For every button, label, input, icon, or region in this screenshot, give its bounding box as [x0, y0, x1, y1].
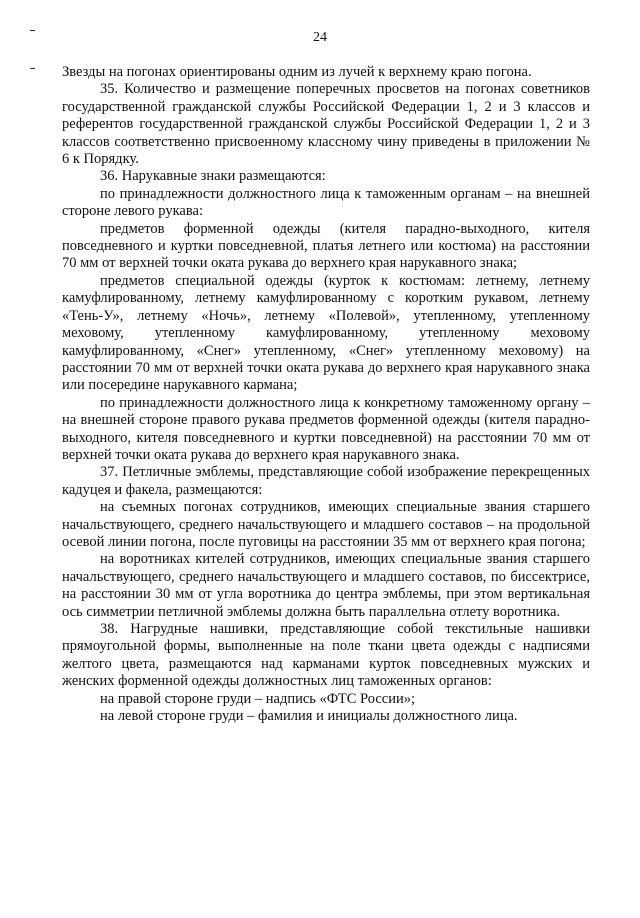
paragraph: на правой стороне груди – надпись «ФТС России»; — [100, 690, 416, 707]
scan-mark-middle — [30, 68, 35, 69]
paragraph: на левой стороне груди – фамилия и инициалы должностного лица. — [100, 708, 518, 725]
paragraph: предметов специальной одежды (курток к костюмам: летнему, летнему камуфлированному, летнему камуфлированному с коротким рукавом, летнему «Тень-У», летнему «Ночь», летнему «Полевой», утепленному, утепленному меховому, утепленному камуфлированному, утепленному меховому камуфлированному, «Снег» утепленному, «Снег» утепленному меховому) на расстоянии 70 мм от верхней точки оката рукава до верхнего края нарукавного знака или посередине нарукавного кармана; — [62, 272, 590, 394]
paragraph: на съемных погонах сотрудников, имеющих специальные звания старшего начальствующего, среднего начальствующего и младшего составов – на продольной осевой линии погона, после пуговицы на расстоянии 35 мм от верхнего края погона; — [62, 499, 590, 550]
paragraph: по принадлежности должностного лица к конкретному таможенному органу – на внешней стороне правого рукава предметов форменной одежды (кителя парадно-выходного, кителя повседневного и куртки повседневной) на расстоянии 70 мм от верхней точки оката рукава до верхнего края нарукавного знака. — [62, 394, 590, 463]
paragraph: 35. Количество и размещение поперечных просветов на погонах советников государственной гражданской службы Российской Федерации 1, 2 и 3 классов и референтов государственной гражданской службы Российской Федерации 1, 2 и 3 классов соответственно присвоенному классному чину приведены в приложении № 6 к Порядку. — [62, 81, 590, 168]
paragraph: предметов форменной одежды (кителя парадно-выходного, кителя повседневного и куртки повседневной, платья летнего или костюма) на расстоянии 70 мм от верхней точки оката рукава до верхнего края нарукавного знака; — [62, 220, 590, 272]
paragraph: по принадлежности должностного лица к таможенным органам – на внешней стороне левого рукава: — [62, 185, 590, 220]
document-body — [62, 64, 590, 725]
paragraph: на воротниках кителей сотрудников, имеющих специальные звания старшего начальствующего, среднего начальствующего и младшего составов, по биссектрисе, на расстоянии 30 мм от угла воротника до центра эмблемы, при этом вертикальная ось симметрии петличной эмблемы должна быть параллельна отлету воротника. — [62, 551, 590, 620]
paragraph: 38. Нагрудные нашивки, представляющие собой текстильные нашивки прямоугольной формы, выполненные на поле ткани цвета одежды с надписями желтого цвета, размещаются над карманами курток повседневных мужских и женских форменной одежды должностных лиц таможенных органов: — [62, 621, 590, 690]
paragraph: 36. Нарукавные знаки размещаются: — [100, 168, 326, 185]
page-number: 24 — [313, 30, 327, 45]
paragraph: 37. Петличные эмблемы, представляющие собой изображение перекрещенных кадуцея и факела, размещаются: — [62, 464, 590, 498]
paragraph: Звезды на погонах ориентированы одним из лучей к верхнему краю погона. — [62, 64, 532, 80]
